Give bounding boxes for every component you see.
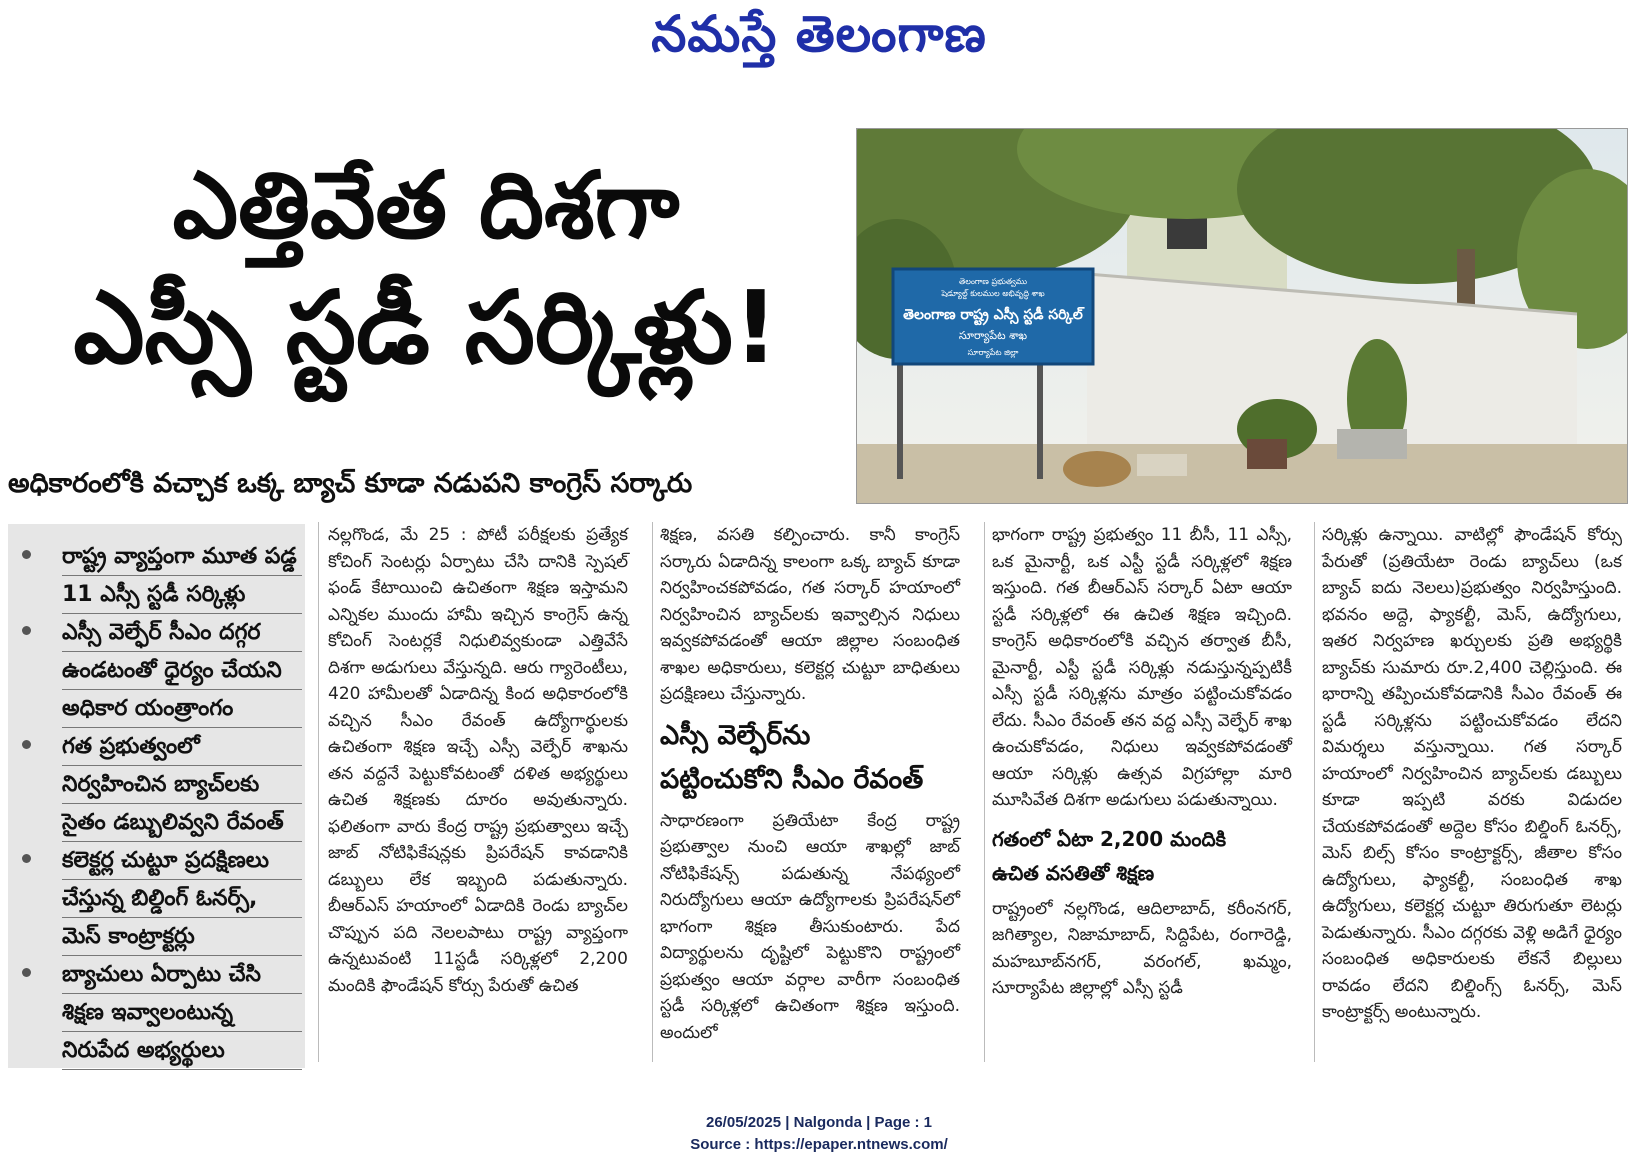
highlight-line: బ్యాచులు ఏర్పాటు చేసి [62,956,302,994]
column-divider [1314,522,1315,1062]
highlight-line: శిక్షణ ఇవ్వాలంటున్న [62,994,302,1032]
article-column-2 [660,522,960,1046]
headline [6,150,846,394]
column-divider [318,522,319,1062]
highlights-box [8,524,305,1068]
highlight-text [62,956,302,1070]
bullet-icon [22,854,31,863]
highlight-line: చేస్తున్న బిల్డింగ్ ఓనర్స్, [62,880,302,918]
subhead-line: పట్టించుకోని సీఎం రేవంత్ [660,763,924,795]
article-paragraph: రాష్ట్రంలో నల్లగొండ, ఆదిలాబాద్, కరీంనగర్, జగిత్యాల, నిజామాబాద్, సిద్దిపేట, రంగారెడ్డి, మహబూబ్‌నగర్, వరంగల్, ఖమ్మం, సూర్యాపేట జిల్లాల్లో ఎస్సీ స్టడీ [992,898,1292,998]
column-divider [984,522,985,1062]
sign-line-1: తెలంగాణ ప్రభుత్వము [958,277,1028,286]
article-column-3 [992,522,1292,1002]
sign-line-4: సూర్యాపేట శాఖ [958,329,1028,342]
highlight-line: సైతం డబ్బులివ్వని రేవంత్ [62,804,302,842]
page-footer [0,1112,1638,1156]
article-paragraph: భాగంగా రాష్ట్ర ప్రభుత్వం 11 బీసీ, 11 ఎస్సీ, ఒక మైనార్టీ, ఒక ఎస్టీ స్టడీ సర్కిళ్లలో శిక్షణ ఇస్తుంది. గత బీఆర్ఎస్ సర్కార్ ఏటా ఆయా స్టడీ సర్కిళ్లలో ఈ ఉచిత శిక్షణ ఇచ్చింది. కాంగ్రెస్ అధికారంలోకి వచ్చిన తర్వాత బీసీ, మైనార్టీ, ఎస్టీ స్టడీ సర్కిళ్లు నడుస్తున్నప్పటికీ ఎస్సీ స్టడీ సర్కిళ్లను మాత్రం పట్టించుకోవడం లేదు. సీఎం రేవంత్ తన వద్ద ఎస్సీ వెల్ఫేర్ శాఖ ఉంచుకోవడం, నిధులు ఇవ్వకపోవడంతో ఆయా సర్కిళ్లు ఉత్సవ విగ్రహాల్లా మారి మూసివేత దిశగా అడుగులు పడుతున్నాయి. [992,525,1292,810]
column-divider [652,522,653,1062]
highlight-line: నిరుపేద అభ్యర్థులు [62,1032,302,1070]
bullet-icon [22,968,31,977]
article-column-1 [328,522,628,999]
sign-line-2: షెడ్యూల్డ్ కులముల అభివృద్ధి శాఖ [941,289,1045,298]
sign-line-5: సూర్యాపేట జిల్లా [967,348,1019,357]
newspaper-logo: నమస్తే తెలంగాణ [651,4,987,63]
subhead-line: ఉచిత వసతితో శిక్షణ [992,860,1155,885]
bullet-icon [22,740,31,749]
article-paragraph: శిక్షణ, వసతి కల్పించారు. కానీ కాంగ్రెస్ సర్కారు ఏడాదిన్న కాలంగా ఒక్క బ్యాచ్ కూడా నిర్వహించకపోవడం, గత సర్కార్ హయాంలో నిర్వహించిన బ్యాచ్‌లకు ఇవ్వాల్సిన నిధులు ఇవ్వకపోవడంతో ఆయా జిల్లాల సంబంధిత శాఖల అధికారులు, కలెక్టర్ల చుట్టూ బాధితులు ప్రదక్షిణలు చేస్తున్నారు. [660,525,960,704]
article-paragraph: నల్లగొండ, మే 25 : పోటీ పరీక్షలకు ప్రత్యేక కోచింగ్ సెంటర్లు ఏర్పాటు చేసి దానికి స్పెషల్ ఫండ్ కేటాయించి ఉచితంగా శిక్షణ ఇస్తామని ఎన్నికల ముందు హామీ ఇచ్చిన కాంగ్రెస్ ఉన్న కోచింగ్ సెంటర్లకే నిధులివ్వకుండా ఎత్తివేసే దిశగా అడుగులు వేస్తున్నది. ఆరు గ్యారెంటీలు, 420 హామీలతో ఏడాదిన్న కింద అధికారంలోకి వచ్చిన సీఎం రేవంత్ ఉద్యోగార్థులకు ఉచితంగా శిక్షణ ఇచ్చే ఎస్సీ వెల్ఫేర్ శాఖను తన వద్దనే పెట్టుకోవటంతో దళిత అభ్యర్థులు ఉచిత శిక్షణకు దూరం అవుతున్నారు. ఫలితంగా వారు కేంద్ర రాష్ట్ర ప్రభుత్వాలు ఇచ్చే జాబ్ నోటిఫికేషన్లకు ప్రిపరేషన్ కావడానికి డబ్బులు లేక ఇబ్బంది పడుతున్నారు. బీఆర్ఎస్ హయాంలో ఏడాదికి రెండు బ్యాచ్‌ల చొప్పున పది నెలలపాటు రాష్ట్ర వ్యాప్తంగా ఉన్నటువంటి 11స్టడీ సర్కిళ్లలో 2,200 మందికి ఫౌండేషన్ కోర్సు పేరుతో ఉచిత [328,525,628,996]
source-link: Source : https://epaper.ntnews.com/ [690,1136,948,1153]
highlight-line: ఎస్సీ వెల్ఫేర్ సీఎం దగ్గర [62,614,302,652]
masthead [0,0,1638,80]
article-column-4 [1322,522,1622,1026]
article-subhead [660,714,960,802]
headline-line-2: ఎస్సీ స్టడీ సర్కిళ్లు! [73,269,779,386]
highlight-line: గత ప్రభుత్వంలో [62,728,302,766]
bullet-icon [22,550,31,559]
highlight-text [62,728,302,842]
highlight-text [62,842,302,956]
edition-info: 26/05/2025 | Nalgonda | Page : 1 [706,1114,932,1131]
subhead-line: ఎస్సీ వెల్ఫేర్‌ను [660,719,811,751]
highlight-line: మెస్ కాంట్రాక్టర్లు [62,918,302,956]
highlight-line: రాష్ట్ర వ్యాప్తంగా మూత పడ్డ [62,538,302,576]
article-photo [856,128,1628,504]
highlight-line: 11 ఎస్సీ స్టడీ సర్కిళ్లు [62,576,302,614]
article-subhead [992,822,1292,890]
highlight-line: ఉండటంతో ధైర్యం చేయని [62,652,302,690]
sign-line-3: తెలంగాణ రాష్ట్ర ఎస్సీ స్టడీ సర్కిల్ [903,307,1083,323]
headline-line-1: ఎత్తివేత దిశగా [172,152,680,259]
highlight-text [62,614,302,728]
article-paragraph: సర్కిళ్లు ఉన్నాయి. వాటిల్లో ఫౌండేషన్ కోర్సు పేరుతో (ప్రతియేటా రెండు బ్యాచ్‌లు (ఒక బ్యాచ్ ఐదు నెలలు)ప్రభుత్వం నిర్వహిస్తుంది. భవనం అద్దె, ఫ్యాకల్టీ, మెస్, ఉద్యోగులు, ఇతర నిర్వహణ ఖర్చులకు ప్రతి అభ్యర్థికి బ్యాచ్‌కు సుమారు రూ.2,400 చెల్లిస్తుంది. ఈ భారాన్ని తప్పించుకోవడానికి సీఎం రేవంత్ ఈ స్టడీ సర్కిళ్లను పట్టించుకోవడం లేదని విమర్శలు వస్తున్నాయి. గత సర్కార్ హయాంలో నిర్వహించిన బ్యాచ్‌లకు డబ్బులు కూడా ఇప్పటి వరకు విడుదల చేయకపోవడంతో అద్దెల కోసం బిల్డింగ్ ఓనర్స్, మెస్ బిల్స్ కోసం కాంట్రాక్టర్స్, జీతాల కోసం ఉద్యోగులు, ఫ్యాకల్టీ, సంబంధిత శాఖ ఉద్యోగులు, కలెక్టర్ల చుట్టూ తిరుగుతూ లెటర్లు పెడుతున్నారు. సీఎం దగ్గరకు వెళ్లి అడిగే ధైర్యం సంబంధిత అధికారులకు లేకనే బిల్లులు రావడం లేదని బిల్డింగ్స్ ఓనర్స్, మెస్ కాంట్రాక్టర్స్ అంటున్నారు. [1322,525,1622,1022]
highlight-line: నిర్వహించిన బ్యాచ్‌లకు [62,766,302,804]
highlight-line: అధికార యంత్రాంగం [62,690,302,728]
study-circle-photo [857,129,1627,503]
highlight-text [62,538,302,614]
highlight-line: కలెక్టర్ల చుట్టూ ప్రదక్షిణలు [62,842,302,880]
subheading: అధికారంలోకి వచ్చాక ఒక్క బ్యాచ్ కూడా నడుపని కాంగ్రెస్ సర్కారు [8,468,693,499]
subhead-line: గతంలో ఏటా 2,200 మందికి [992,826,1227,851]
bullet-icon [22,626,31,635]
article-paragraph: సాధారణంగా ప్రతియేటా కేంద్ర రాష్ట్ర ప్రభుత్వాల నుంచి ఆయా శాఖల్లో జాబ్ నోటిఫికేషన్స్ పడుతున్న నేపథ్యంలో నిరుద్యోగులు ఆయా ఉద్యోగాలకు ప్రిపరేషన్‌లో భాగంగా శిక్షణ తీసుకుంటారు. పేద విద్యార్థులను దృష్టిలో పెట్టుకొని రాష్ట్రంలో ప్రభుత్వం ఆయా వర్గాల వారీగా సంబంధిత స్టడీ సర్కిళ్లలో ఉచితంగా శిక్షణ ఇస్తుంది. అందులో [660,810,960,1043]
